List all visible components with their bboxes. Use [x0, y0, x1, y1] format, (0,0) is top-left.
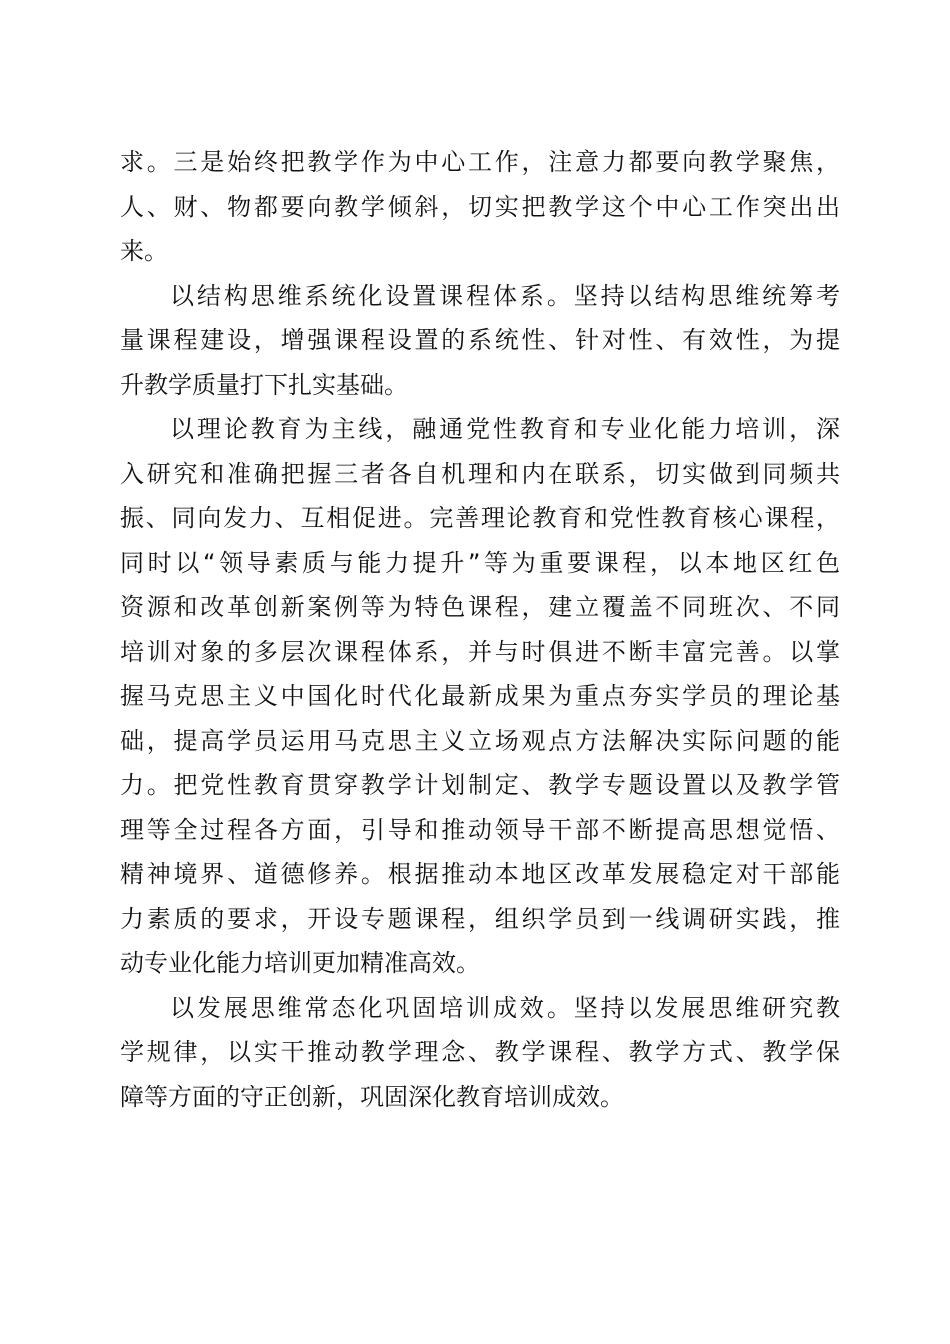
- text-line: 础，提高学员运用马克思主义立场观点方法解决实际问题的能: [120, 726, 840, 755]
- paragraph-first-line: 以理论教育为主线，融通党性教育和专业化能力培训，深: [170, 415, 840, 443]
- document-body: [120, 140, 840, 1119]
- text-line: 入研究和准确把握三者各自机理和内在联系，切实做到同频共: [120, 459, 840, 488]
- text-line: 同时以“领导素质与能力提升”等为重要课程，以本地区红色: [120, 548, 840, 577]
- text-line: 动专业化能力培训更加精准高效。: [120, 949, 480, 977]
- text-line: 力素质的要求，开设专题课程，组织学员到一线调研实践，推: [120, 904, 840, 933]
- text-line: 来。: [120, 237, 168, 265]
- text-line: 握马克思主义中国化时代化最新成果为重点夯实学员的理论基: [120, 682, 840, 710]
- text-line: 求。三是始终把教学作为中心工作，注意力都要向教学聚焦，: [120, 148, 840, 176]
- text-line: 理等全过程各方面，引导和推动领导干部不断提高思想觉悟、: [120, 815, 840, 844]
- text-line: 学规律，以实干推动教学理念、教学课程、教学方式、教学保: [120, 1038, 840, 1066]
- text-line: 振、同向发力、互相促进。完善理论教育和党性教育核心课程，: [120, 504, 840, 532]
- text-line: 升教学质量打下扎实基础。: [120, 370, 408, 399]
- text-line: 精神境界、道德修养。根据推动本地区改革发展稳定对干部能: [120, 860, 840, 888]
- text-line: 人、财、物都要向教学倾斜，切实把教学这个中心工作突出出: [120, 192, 840, 221]
- paragraph-first-line: 以结构思维系统化设置课程体系。坚持以结构思维统筹考: [170, 281, 840, 310]
- paragraph-first-line: 以发展思维常态化巩固培训成效。坚持以发展思维研究教: [170, 993, 840, 1022]
- text-line: 障等方面的守正创新，巩固深化教育培训成效。: [120, 1082, 624, 1111]
- text-line: 量课程建设，增强课程设置的系统性、针对性、有效性，为提: [120, 326, 840, 354]
- text-line: 资源和改革创新案例等为特色课程，建立覆盖不同班次、不同: [120, 593, 840, 621]
- text-line: 培训对象的多层次课程体系，并与时俱进不断丰富完善。以掌: [120, 637, 840, 666]
- text-line: 力。把党性教育贯穿教学计划制定、教学专题设置以及教学管: [120, 771, 840, 799]
